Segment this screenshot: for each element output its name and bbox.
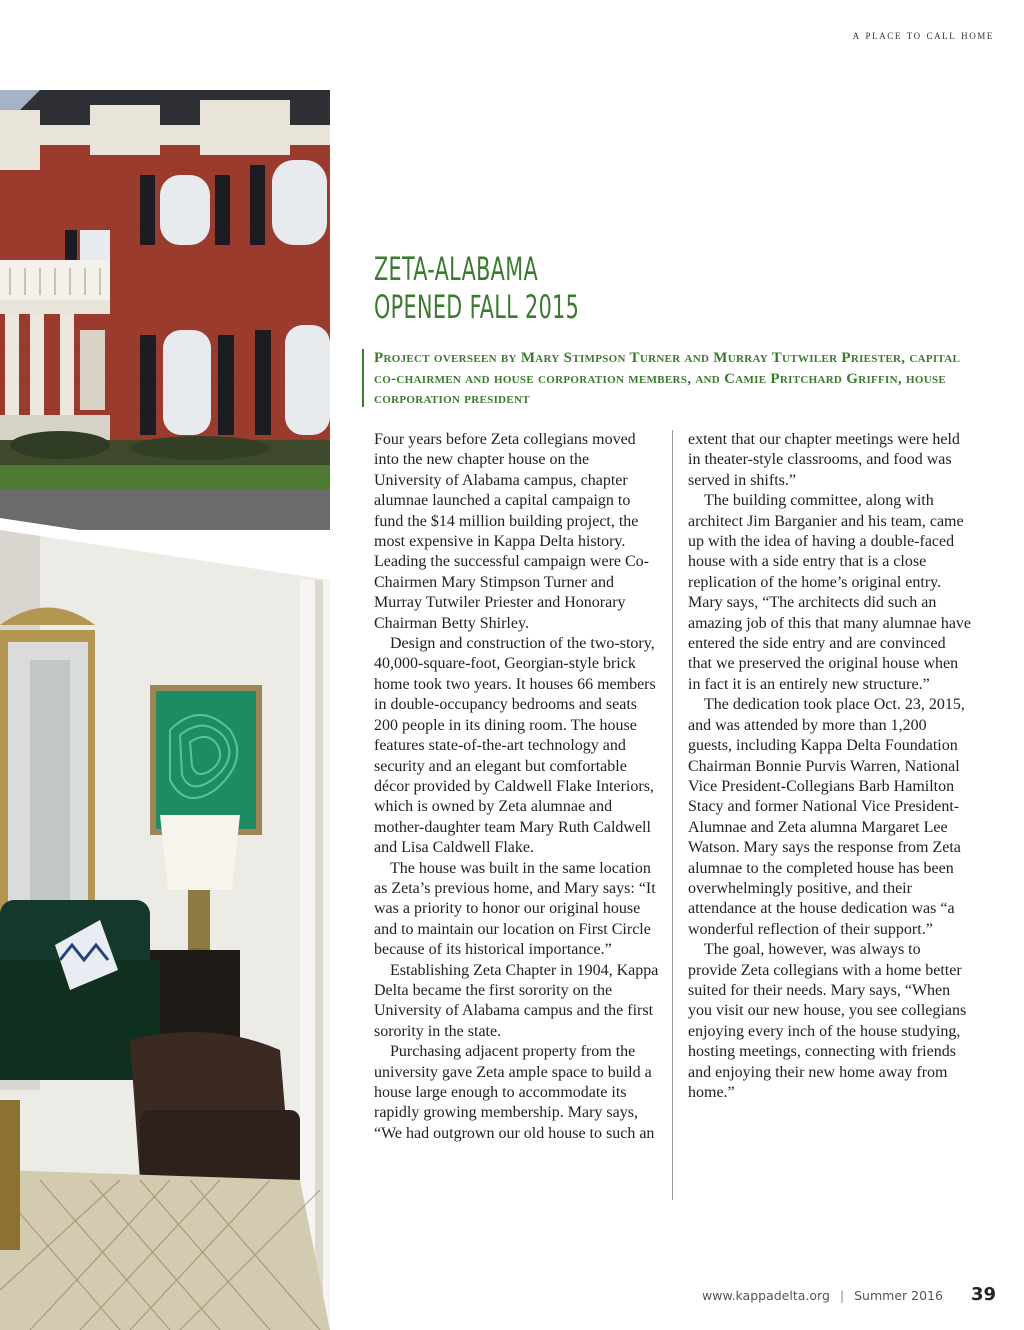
headline	[374, 250, 579, 326]
page-number: 39	[970, 1284, 996, 1305]
footer-issue: Summer 2016	[854, 1288, 943, 1303]
deck-subhead: Project overseen by Mary Stimpson Turner and Murray Tutwiler Priester, capital co-chairmen and house corporation members, and Camie Pritchard Griffin, house corporation president	[374, 350, 961, 407]
column-divider	[672, 430, 673, 1200]
paragraph: Four years before Zeta collegians moved into the new chapter house on the University of Alabama campus, chapter alumnae launched a capital campaign to fund the $14 million building project, the most expensive in Kappa Delta history. Leading the successful campaign were Co-Chairmen Mary Stimpson Turner and Murray Tutwiler Priester and Honorary Chairman Betty Shirley.	[374, 431, 650, 632]
house-exterior-photo	[0, 90, 330, 530]
page-footer	[702, 1284, 996, 1305]
paragraph: The dedication took place Oct. 23, 2015, and was attended by more than 1,200 guests, including Kappa Delta Foundation Chairman Bonnie Purvis Warren, National Vice President-Collegians Barb Hamilton Stacy and former National Vice President-Alumnae and Zeta alumna Margaret Lee Watson. Mary says the response from Zeta alumnae to the completed house has been overwhelmingly positive, and their attendance at the house dedication was “a wonderful reflection of their support.”	[688, 696, 965, 938]
headline-line-1: ZETA-ALABAMA	[374, 250, 539, 288]
footer-separator: |	[839, 1288, 845, 1303]
body-column-left	[374, 430, 659, 1144]
photo-strip	[0, 90, 330, 1330]
paragraph: The building committee, along with architect Jim Barganier and his team, came up with the idea of having a double-faced house with a side entry that is a close replication of the home’s original entry. Mary says, “The architects did such an amazing job of this that many alumnae have entered the side entry and are convinced that we preserved the original house when in fact it is an entirely new structure.”	[688, 492, 972, 693]
paragraph: extent that our chapter meetings were held in theater-style classrooms, and food was served in shifts.”	[688, 431, 960, 489]
running-head: a place to call home	[852, 28, 994, 42]
living-room-interior-photo	[0, 530, 330, 1330]
paragraph: Purchasing adjacent property from the university gave Zeta ample space to build a house large enough to accommodate its rapidly growing membership. Mary says, “We had outgrown our old house to such an	[374, 1043, 655, 1142]
paragraph: The house was built in the same location as Zeta’s previous home, and Mary says: “It was a priority to honor our original house and to maintain our location on First Circle because of its historical importance.”	[374, 859, 656, 959]
paragraph: Establishing Zeta Chapter in 1904, Kappa Delta became the first sorority on the University of Alabama campus and the first sorority in the state.	[374, 961, 659, 1040]
deck-rule	[362, 349, 364, 407]
headline-line-2: OPENED FALL 2015	[374, 288, 580, 326]
photo-collage	[0, 90, 330, 1330]
footer-url[interactable]: www.kappadelta.org	[702, 1288, 830, 1303]
paragraph: Design and construction of the two-story, 40,000-square-foot, Georgian-style brick home took two years. It houses 66 members in double-occupancy bedrooms and seats 200 people in its dining room. The house features state-of-the-art technology and security and an elegant but comfortable décor provided by Caldwell Flake Interiors, which is owned by Zeta alumnae and mother-daughter team Mary Ruth Caldwell and Lisa Caldwell Flake.	[374, 635, 656, 857]
paragraph: The goal, however, was always to provide Zeta collegians with a home better suited for their needs. Mary says, “When you visit our new house, you see collegians enjoying every inch of the house studying, hosting meetings, connecting with friends and enjoying their new home away from home.”	[688, 941, 967, 1101]
body-column-right	[688, 430, 973, 1103]
